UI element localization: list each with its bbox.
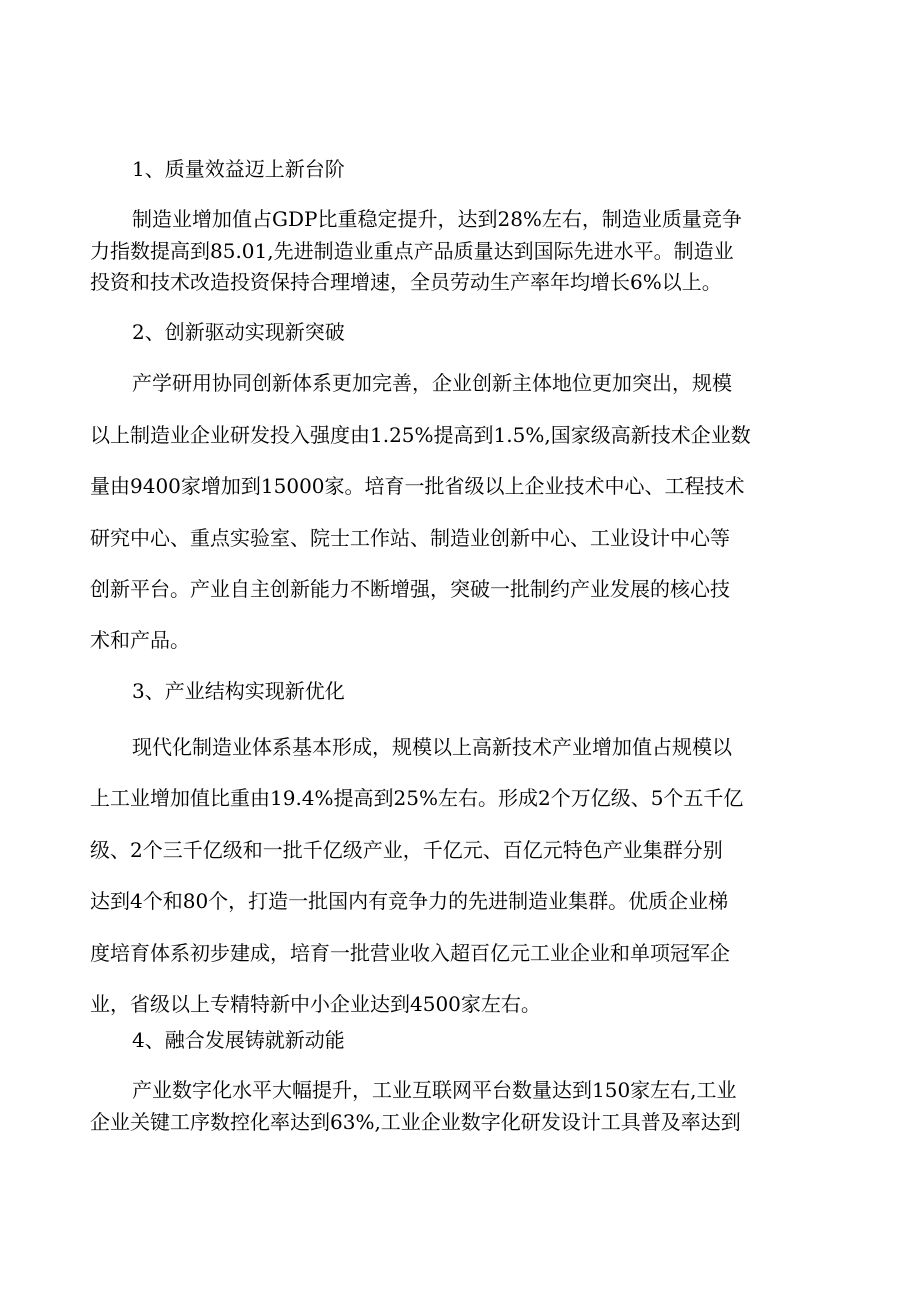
section-4-line-1: 产业数字化水平大幅提升，工业互联网平台数量达到150家左右,工业 (132, 1078, 737, 1102)
section-2-line-4: 研究中心、重点实验室、院士工作站、制造业创新中心、工业设计中心等 (90, 526, 730, 550)
section-2-line-2: 以上制造业企业研发投入强度由1.25%提高到1.5%,国家级高新技术企业数 (90, 423, 751, 447)
section-3-heading: 3、产业结构实现新优化 (132, 679, 345, 703)
section-2-heading: 2、创新驱动实现新突破 (132, 320, 345, 344)
section-2-line-1: 产学研用协同创新体系更加完善，企业创新主体地位更加突出，规模 (132, 371, 732, 395)
section-3-line-1: 现代化制造业体系基本形成，规模以上高新技术产业增加值占规模以 (132, 735, 732, 759)
section-3-line-6: 业，省级以上专精特新中小企业达到4500家左右。 (90, 992, 541, 1016)
section-1-line-3: 投资和技术改造投资保持合理增速，全员劳动生产率年均增长6%以上。 (90, 270, 722, 294)
section-3-line-4: 达到4个和80个，打造一批国内有竞争力的先进制造业集群。优质企业梯 (90, 889, 729, 913)
section-3-line-3: 级、2个三千亿级和一批千亿级产业，千亿元、百亿元特色产业集群分别 (90, 838, 723, 862)
section-3-line-2: 上工业增加值比重由19.4%提高到25%左右。形成2个万亿级、5个五千亿 (90, 786, 744, 810)
section-1-heading: 1、质量效益迈上新台阶 (132, 157, 345, 181)
section-1-line-1: 制造业增加值占GDP比重稳定提升，达到28%左右，制造业质量竞争 (132, 207, 742, 231)
section-4-line-2: 企业关键工序数控化率达到63%,工业企业数字化研发设计工具普及率达到 (90, 1110, 741, 1134)
section-2-line-3: 量由9400家增加到15000家。培育一批省级以上企业技术中心、工程技术 (90, 474, 745, 498)
section-2-line-6: 术和产品。 (90, 628, 190, 652)
section-4-heading: 4、融合发展铸就新动能 (132, 1028, 345, 1052)
section-1-line-2: 力指数提高到85.01,先进制造业重点产品质量达到国际先进水平。制造业 (90, 239, 734, 263)
section-2-line-5: 创新平台。产业自主创新能力不断增强，突破一批制约产业发展的核心技 (90, 577, 730, 601)
section-3-line-5: 度培育体系初步建成，培育一批营业收入超百亿元工业企业和单项冠军企 (90, 941, 730, 965)
